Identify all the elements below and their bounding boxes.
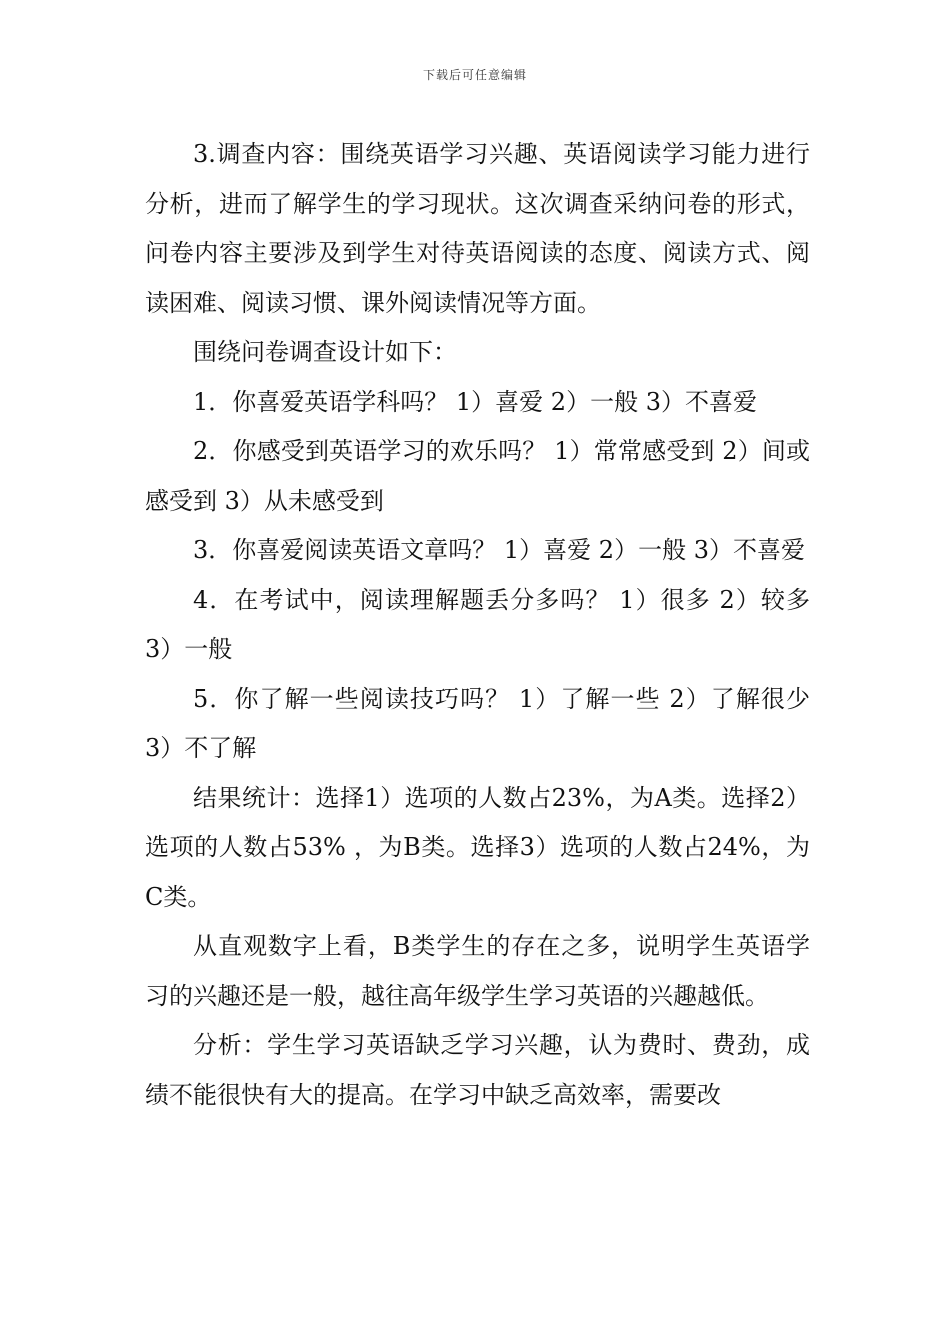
question-2: 2．你感受到英语学习的欢乐吗？ 1）常常感受到 2）间或感受到 3）从未感受到 [145, 437, 810, 515]
paragraph-analysis: 分析：学生学习英语缺乏学习兴趣，认为费时、费劲，成绩不能很快有大的提高。在学习中缺乏高效率，需要改 [145, 1031, 810, 1109]
question-1: 1．你喜爱英语学科吗？ 1）喜爱 2）一般 3）不喜爱 [193, 387, 757, 416]
paragraph-survey-content: 3.调查内容：围绕英语学习兴趣、英语阅读学习能力进行分析，进而了解学生的学习现状。这次调查采纳问卷的形式，问卷内容主要涉及到学生对待英语阅读的态度、阅读方式、阅读困难、阅读习惯、课外阅读情况等方面。 [145, 140, 810, 317]
question-5: 5．你了解一些阅读技巧吗？ 1）了解一些 2）了解很少 3）不了解 [145, 684, 810, 762]
paragraph-results: 结果统计：选择1）选项的人数占23%，为A类。选择2）选项的人数占53% ，为B类。选择3）选项的人数占24%，为C类。 [145, 783, 810, 911]
question-3: 3．你喜爱阅读英语文章吗？ 1）喜爱 2）一般 3）不喜爱 [193, 536, 805, 564]
question-4: 4．在考试中，阅读理解题丢分多吗？ 1）很多 2）较多 3）一般 [145, 585, 810, 663]
paragraph-interpretation: 从直观数字上看，B类学生的存在之多，说明学生英语学习的兴趣还是一般，越往高年级学生学习英语的兴趣越低。 [145, 932, 810, 1010]
page-header: 下载后可任意编辑 [422, 68, 527, 82]
paragraph-survey-design-intro: 围绕问卷调查设计如下： [193, 338, 457, 366]
document-body [145, 130, 810, 1120]
